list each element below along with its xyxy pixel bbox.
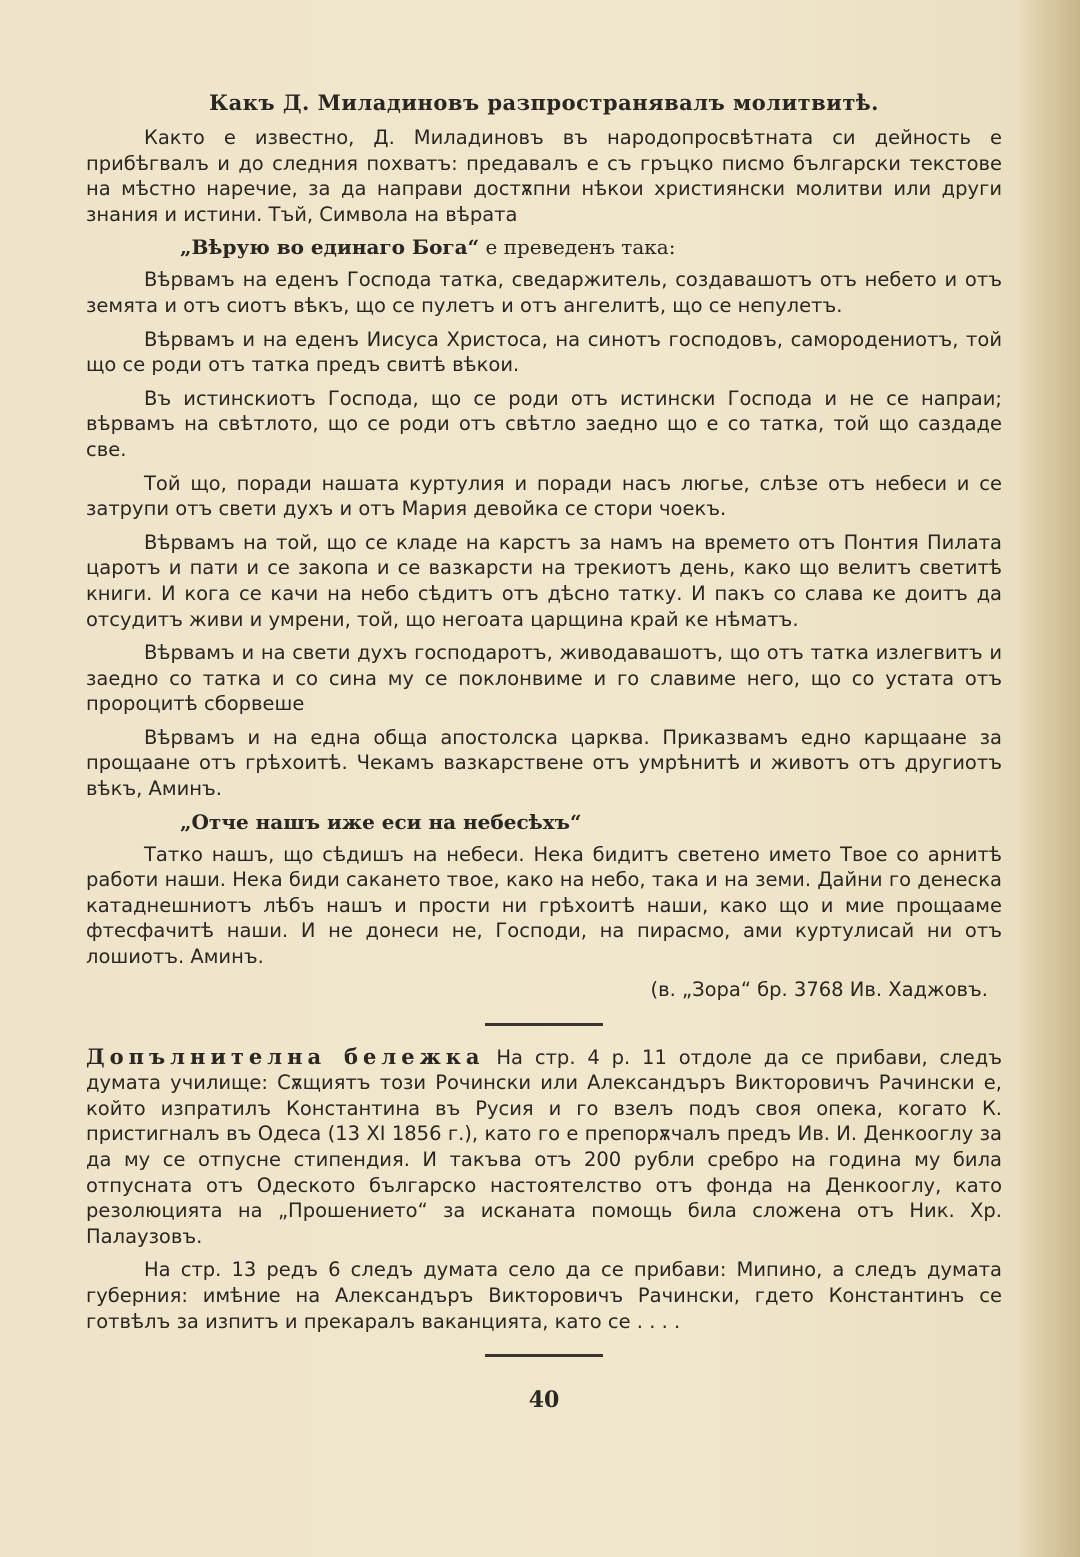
- divider-bottom: [485, 1354, 603, 1357]
- lords-prayer-title: [180, 810, 1002, 834]
- intro-paragraph: Както е известно, Д. Миладиновъ въ народопросвѣтната си дейность е прибѣгвалъ и до следния похватъ: предавалъ е съ гръцко писмо български текстове на мѣстно наречие, за да направи достѫпни нѣкои християнски молитви или други знания и истини. Тъй, Символа на вѣрата: [86, 126, 1002, 226]
- creed-paragraph: Той що, поради нашата куртулия и поради насъ люгье, слѣзе отъ небеси и се затрупи отъ свети духъ и отъ Мария девойка се стори чоекъ.: [86, 471, 1002, 521]
- source-citation: (в. „Зора“ бр. 3768 Ив. Хаджовъ.: [650, 977, 988, 1001]
- creed-paragraph: Въ истинскиотъ Господа, що се роди отъ истински Господа и не се напраи; вѣрвамъ на свѣтлото, що се роди отъ свѣтло заедно що е со татка, той що саздаде све.: [86, 386, 1002, 461]
- content: [86, 90, 1002, 1413]
- creed-title-suffix: е преведенъ така:: [479, 235, 676, 260]
- creed-paragraph: Вѣрвамъ и на еденъ Иисуса Христоса, на синотъ господовъ, самородениотъ, той що се роди отъ татка предъ свитѣ вѣкои.: [86, 327, 1002, 377]
- lords-prayer-paragraph: Татко нашъ, що сѣдишъ на небеси. Нека бидитъ светено името Твое со арнитѣ работи наши. Нека биди сакането твое, како на небо, така и на земи. Дайни го денеска катаднешниотъ лѣбъ нашъ и прости ни грѣхоитѣ наши, како що и мие прощаамe фтесфачитѣ наши. И не донеси не, Господи, на пирасмо, ами куртулисай ни отъ лошиотъ. Аминъ.: [86, 842, 1002, 969]
- creed-title: [180, 235, 1002, 259]
- note-text: На стр. 4 р. 11 отдоле да се прибави, следъ думата училище: Сѫщиятъ този Рочински или Александъръ Викторовичъ Рачински е, който изпратилъ Константина въ Русия и го взелъ подъ своя опека, когато К. пристигналъ въ Одеса (13 XI 1856 г.), като го е препорѫчалъ предъ Ив. И. Денкооглу за да му се отпусне стипендия. И такъва отъ 200 рубли сребро на година му била отпусната отъ Одеското българско настоятелство отъ фонда на Денкооглу, като резолюцията на „Прошението“ за исканата помощь била сложена отъ Ник. Хр. Палаузовъ.: [86, 1045, 1002, 1248]
- page-number: 40: [528, 1387, 560, 1414]
- creed-paragraph: Вѣрвамъ и на една обща апостолска царква. Приказвамъ едно карщаане за прощаане отъ грѣхоитѣ. Чекамъ вазкарствене отъ умрѣнитѣ и животъ отъ другиотъ вѣкъ, Аминъ.: [86, 725, 1002, 801]
- divider: [485, 1023, 603, 1026]
- creed-paragraph: Вѣрвамъ на еденъ Господа татка, сведаржитель, создавашотъ отъ небето и отъ земята и отъ сиотъ вѣкъ, що се пулетъ и отъ ангелитѣ, що се непулетъ.: [86, 268, 1002, 317]
- creed-paragraph: Вѣрвамъ на той, що се кладе на карстъ за намъ на времето отъ Понтия Пилата царотъ и пати и се закопа и се вазкарсти на трекиотъ день, како що велитъ светитѣ книги. И кога се качи на небо сѣдитъ отъ дѣсно татку. И пакъ со слава ке доитъ да отсудитъ живи и умрени, той, що негоата царщина край ке нѣматъ.: [86, 530, 1002, 631]
- lords-prayer-title-text: „Отче нашъ иже еси на небесѣхъ“: [180, 809, 582, 834]
- note-paragraph: [86, 1044, 1002, 1250]
- note-paragraph-2: На стр. 13 редъ 6 следъ думата село да се прибави: Мипино, а следъ думата губерния: имѣние на Александъръ Викторовичъ Рачински, гдето Константинъ се готвѣлъ за изпитъ и прекаралъ ваканцията, като се . . . .: [86, 1258, 1002, 1333]
- section-heading: Какъ Д. Миладиновъ разпространявалъ молитвитѣ.: [209, 90, 879, 115]
- creed-paragraph: Вѣрвамъ и на свети духъ господаротъ, живодавашотъ, що отъ татка излегвитъ и заедно со татка и со сина му се поклонвиме и го славиме него, що со устата отъ пророцитѣ сборвеше: [86, 641, 1002, 716]
- creed-title-text: „Вѣрую во единаго Бога“: [180, 235, 480, 260]
- note-title: Допълнителна бележка: [86, 1043, 485, 1069]
